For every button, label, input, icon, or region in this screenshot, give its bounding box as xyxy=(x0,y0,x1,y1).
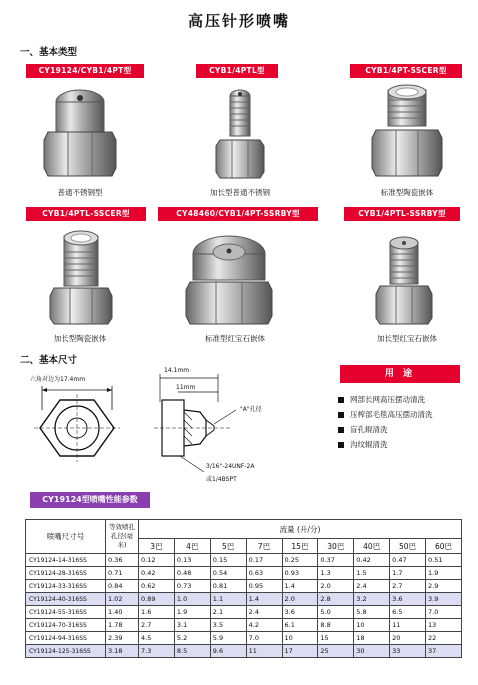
diameter-cell: 1.40 xyxy=(106,606,139,619)
usage-item: 压榨部毛毯高压摆动清洗 xyxy=(338,407,433,422)
flow-cell: 0.42 xyxy=(354,554,390,567)
diameter-cell: 0.36 xyxy=(106,554,139,567)
nozzle-ceramic-standard-image xyxy=(368,82,446,182)
flow-cell: 3.6 xyxy=(390,593,426,606)
product-label-2: CYB1/4PTL型 xyxy=(196,64,278,78)
flow-cell: 1.0 xyxy=(174,593,210,606)
flow-cell: 25 xyxy=(318,645,354,658)
product-caption-2: 加长型普通不锈钢 xyxy=(210,188,270,197)
performance-table xyxy=(25,519,462,658)
flow-cell: 0.51 xyxy=(426,554,462,567)
flow-cell: 10 xyxy=(354,619,390,632)
flow-cell: 3.1 xyxy=(174,619,210,632)
thread-spec-line1: 3/16"-24UNF-2A xyxy=(206,463,255,470)
flow-cell: 9.6 xyxy=(210,645,246,658)
flow-cell: 6.5 xyxy=(390,606,426,619)
flow-cell: 2.7 xyxy=(139,619,175,632)
usage-item: 盲孔辊清洗 xyxy=(338,422,433,437)
nozzle-stainless-extended-image xyxy=(212,84,268,182)
hex-size-label: 六角对边为17.4mm xyxy=(30,376,86,383)
product-caption-6: 加长型红宝石嵌体 xyxy=(377,334,437,343)
flow-cell: 1.7 xyxy=(390,567,426,580)
flow-cell: 17 xyxy=(282,645,318,658)
diameter-cell: 1.02 xyxy=(106,593,139,606)
product-caption-1: 普通不锈钢型 xyxy=(57,188,103,197)
flow-cell: 3.6 xyxy=(282,606,318,619)
pressure-header: 4巴 xyxy=(174,539,210,554)
pressure-header: 5巴 xyxy=(210,539,246,554)
flow-cell: 0.48 xyxy=(174,567,210,580)
pressure-header: 7巴 xyxy=(246,539,282,554)
bullet-square-icon xyxy=(338,412,344,418)
flow-cell: 1.3 xyxy=(318,567,354,580)
model-cell: CY19124-33-316SS xyxy=(26,580,106,593)
flow-cell: 4.2 xyxy=(246,619,282,632)
flow-cell: 0.63 xyxy=(246,567,282,580)
model-cell: CY19124-14-316SS xyxy=(26,554,106,567)
length-1-label: 14.1mm xyxy=(164,367,190,374)
flow-cell: 1.4 xyxy=(282,580,318,593)
flow-cell: 3.2 xyxy=(354,593,390,606)
flow-cell: 10 xyxy=(282,632,318,645)
bullet-square-icon xyxy=(338,397,344,403)
flow-cell: 7.3 xyxy=(139,645,175,658)
flow-cell: 0.12 xyxy=(139,554,175,567)
flow-cell: 2.0 xyxy=(318,580,354,593)
model-cell: CY19124-125-316SS xyxy=(26,645,106,658)
table-row xyxy=(26,645,462,658)
flow-cell: 0.37 xyxy=(318,554,354,567)
usage-title: 用 途 xyxy=(340,365,460,383)
diameter-cell: 0.71 xyxy=(106,567,139,580)
product-caption-3: 标准型陶瓷嵌体 xyxy=(380,188,434,197)
flow-cell: 0.62 xyxy=(139,580,175,593)
nozzle-ruby-extended-image xyxy=(374,234,434,328)
flow-cell: 1.9 xyxy=(174,606,210,619)
pressure-header: 50巴 xyxy=(390,539,426,554)
flow-cell: 0.15 xyxy=(210,554,246,567)
pressure-header: 3巴 xyxy=(139,539,175,554)
flow-cell: 0.73 xyxy=(174,580,210,593)
flow-cell: 22 xyxy=(426,632,462,645)
section-basic-dimensions: 二、基本尺寸 xyxy=(20,355,78,366)
product-label-3: CYB1/4PT-SSCER型 xyxy=(350,64,462,78)
flow-cell: 2.7 xyxy=(390,580,426,593)
length-2-label: 11mm xyxy=(176,384,196,391)
flow-cell: 0.54 xyxy=(210,567,246,580)
flow-cell: 5.9 xyxy=(210,632,246,645)
flow-cell: 1.9 xyxy=(426,567,462,580)
flow-cell: 3.9 xyxy=(426,593,462,606)
flow-cell: 1.4 xyxy=(246,593,282,606)
flow-cell: 30 xyxy=(354,645,390,658)
model-cell: CY19124-28-316SS xyxy=(26,567,106,580)
flow-cell: 1.6 xyxy=(139,606,175,619)
nozzle-stainless-standard-image xyxy=(40,82,120,182)
diameter-cell: 2.39 xyxy=(106,632,139,645)
flow-cell: 2.9 xyxy=(426,580,462,593)
product-label-5: CY48460/CYB1/4PT-SSRBY型 xyxy=(158,207,318,221)
pressure-header: 60巴 xyxy=(426,539,462,554)
flow-cell: 0.95 xyxy=(246,580,282,593)
flow-cell: 5.0 xyxy=(318,606,354,619)
flow-cell: 0.47 xyxy=(390,554,426,567)
flow-cell: 7.0 xyxy=(246,632,282,645)
pressure-header: 30巴 xyxy=(318,539,354,554)
flow-cell: 2.8 xyxy=(318,593,354,606)
pressure-header: 15巴 xyxy=(282,539,318,554)
diameter-cell: 3.18 xyxy=(106,645,139,658)
product-caption-5: 标准型红宝石嵌体 xyxy=(205,334,265,343)
flow-cell: 3.5 xyxy=(210,619,246,632)
nozzle-ceramic-extended-image xyxy=(46,226,116,328)
flow-cell: 0.17 xyxy=(246,554,282,567)
flow-cell: 37 xyxy=(426,645,462,658)
flow-cell: 0.89 xyxy=(139,593,175,606)
flow-cell: 5.8 xyxy=(354,606,390,619)
column-header-flow: 流量 (升/分) xyxy=(139,520,462,539)
flow-cell: 5.2 xyxy=(174,632,210,645)
flow-cell: 2.4 xyxy=(354,580,390,593)
usage-list xyxy=(338,392,433,452)
product-caption-4: 加长型陶瓷嵌体 xyxy=(53,334,107,343)
flow-cell: 0.42 xyxy=(139,567,175,580)
flow-cell: 11 xyxy=(390,619,426,632)
model-cell: CY19124-94-316SS xyxy=(26,632,106,645)
flow-cell: 4.5 xyxy=(139,632,175,645)
flow-cell: 2.4 xyxy=(246,606,282,619)
table-row xyxy=(26,580,462,593)
flow-cell: 7.0 xyxy=(426,606,462,619)
table-row xyxy=(26,567,462,580)
column-header-diameter: 等效喷孔孔径(毫米) xyxy=(106,520,139,554)
table-row xyxy=(26,632,462,645)
table-row xyxy=(26,554,462,567)
side-section-drawing xyxy=(150,372,300,472)
diameter-cell: 1.78 xyxy=(106,619,139,632)
diameter-cell: 0.84 xyxy=(106,580,139,593)
flow-cell: 18 xyxy=(354,632,390,645)
table-row xyxy=(26,606,462,619)
flow-cell: 15 xyxy=(318,632,354,645)
flow-cell: 1.5 xyxy=(354,567,390,580)
column-header-model: 喷嘴尺寸号 xyxy=(26,520,106,554)
flow-cell: 13 xyxy=(426,619,462,632)
flow-cell: 11 xyxy=(246,645,282,658)
usage-item: 网部长网高压摆动清洗 xyxy=(338,392,433,407)
product-label-4: CYB1/4PTL-SSCER型 xyxy=(26,207,146,221)
flow-cell: 0.93 xyxy=(282,567,318,580)
flow-cell: 2.0 xyxy=(282,593,318,606)
flow-cell: 6.1 xyxy=(282,619,318,632)
nozzle-ruby-standard-image xyxy=(184,226,274,328)
flow-cell: 33 xyxy=(390,645,426,658)
flow-cell: 1.1 xyxy=(210,593,246,606)
pressure-header: 40巴 xyxy=(354,539,390,554)
flow-cell: 2.1 xyxy=(210,606,246,619)
hole-diameter-label: "A"孔径 xyxy=(240,406,262,413)
section-basic-types: 一、基本类型 xyxy=(20,47,78,58)
bullet-square-icon xyxy=(338,427,344,433)
usage-item: 沟纹辊清洗 xyxy=(338,437,433,452)
flow-cell: 20 xyxy=(390,632,426,645)
model-cell: CY19124-55-316SS xyxy=(26,606,106,619)
flow-cell: 0.25 xyxy=(282,554,318,567)
model-cell: CY19124-70-316SS xyxy=(26,619,106,632)
table-row xyxy=(26,619,462,632)
flow-cell: 8.8 xyxy=(318,619,354,632)
flow-cell: 0.13 xyxy=(174,554,210,567)
hex-top-view-drawing xyxy=(22,380,132,470)
product-label-6: CYB1/4PTL-SSRBY型 xyxy=(344,207,460,221)
page-title: 高压针形喷嘴 xyxy=(187,12,290,30)
thread-spec-line2: 或1/4BSPT xyxy=(206,476,237,483)
model-cell: CY19124-40-316SS xyxy=(26,593,106,606)
product-label-1: CY19124/CYB1/4PT型 xyxy=(26,64,144,78)
flow-cell: 0.81 xyxy=(210,580,246,593)
bullet-square-icon xyxy=(338,442,344,448)
flow-cell: 8.5 xyxy=(174,645,210,658)
performance-table-title: CY19124型喷嘴性能参数 xyxy=(30,492,150,508)
table-row xyxy=(26,593,462,606)
